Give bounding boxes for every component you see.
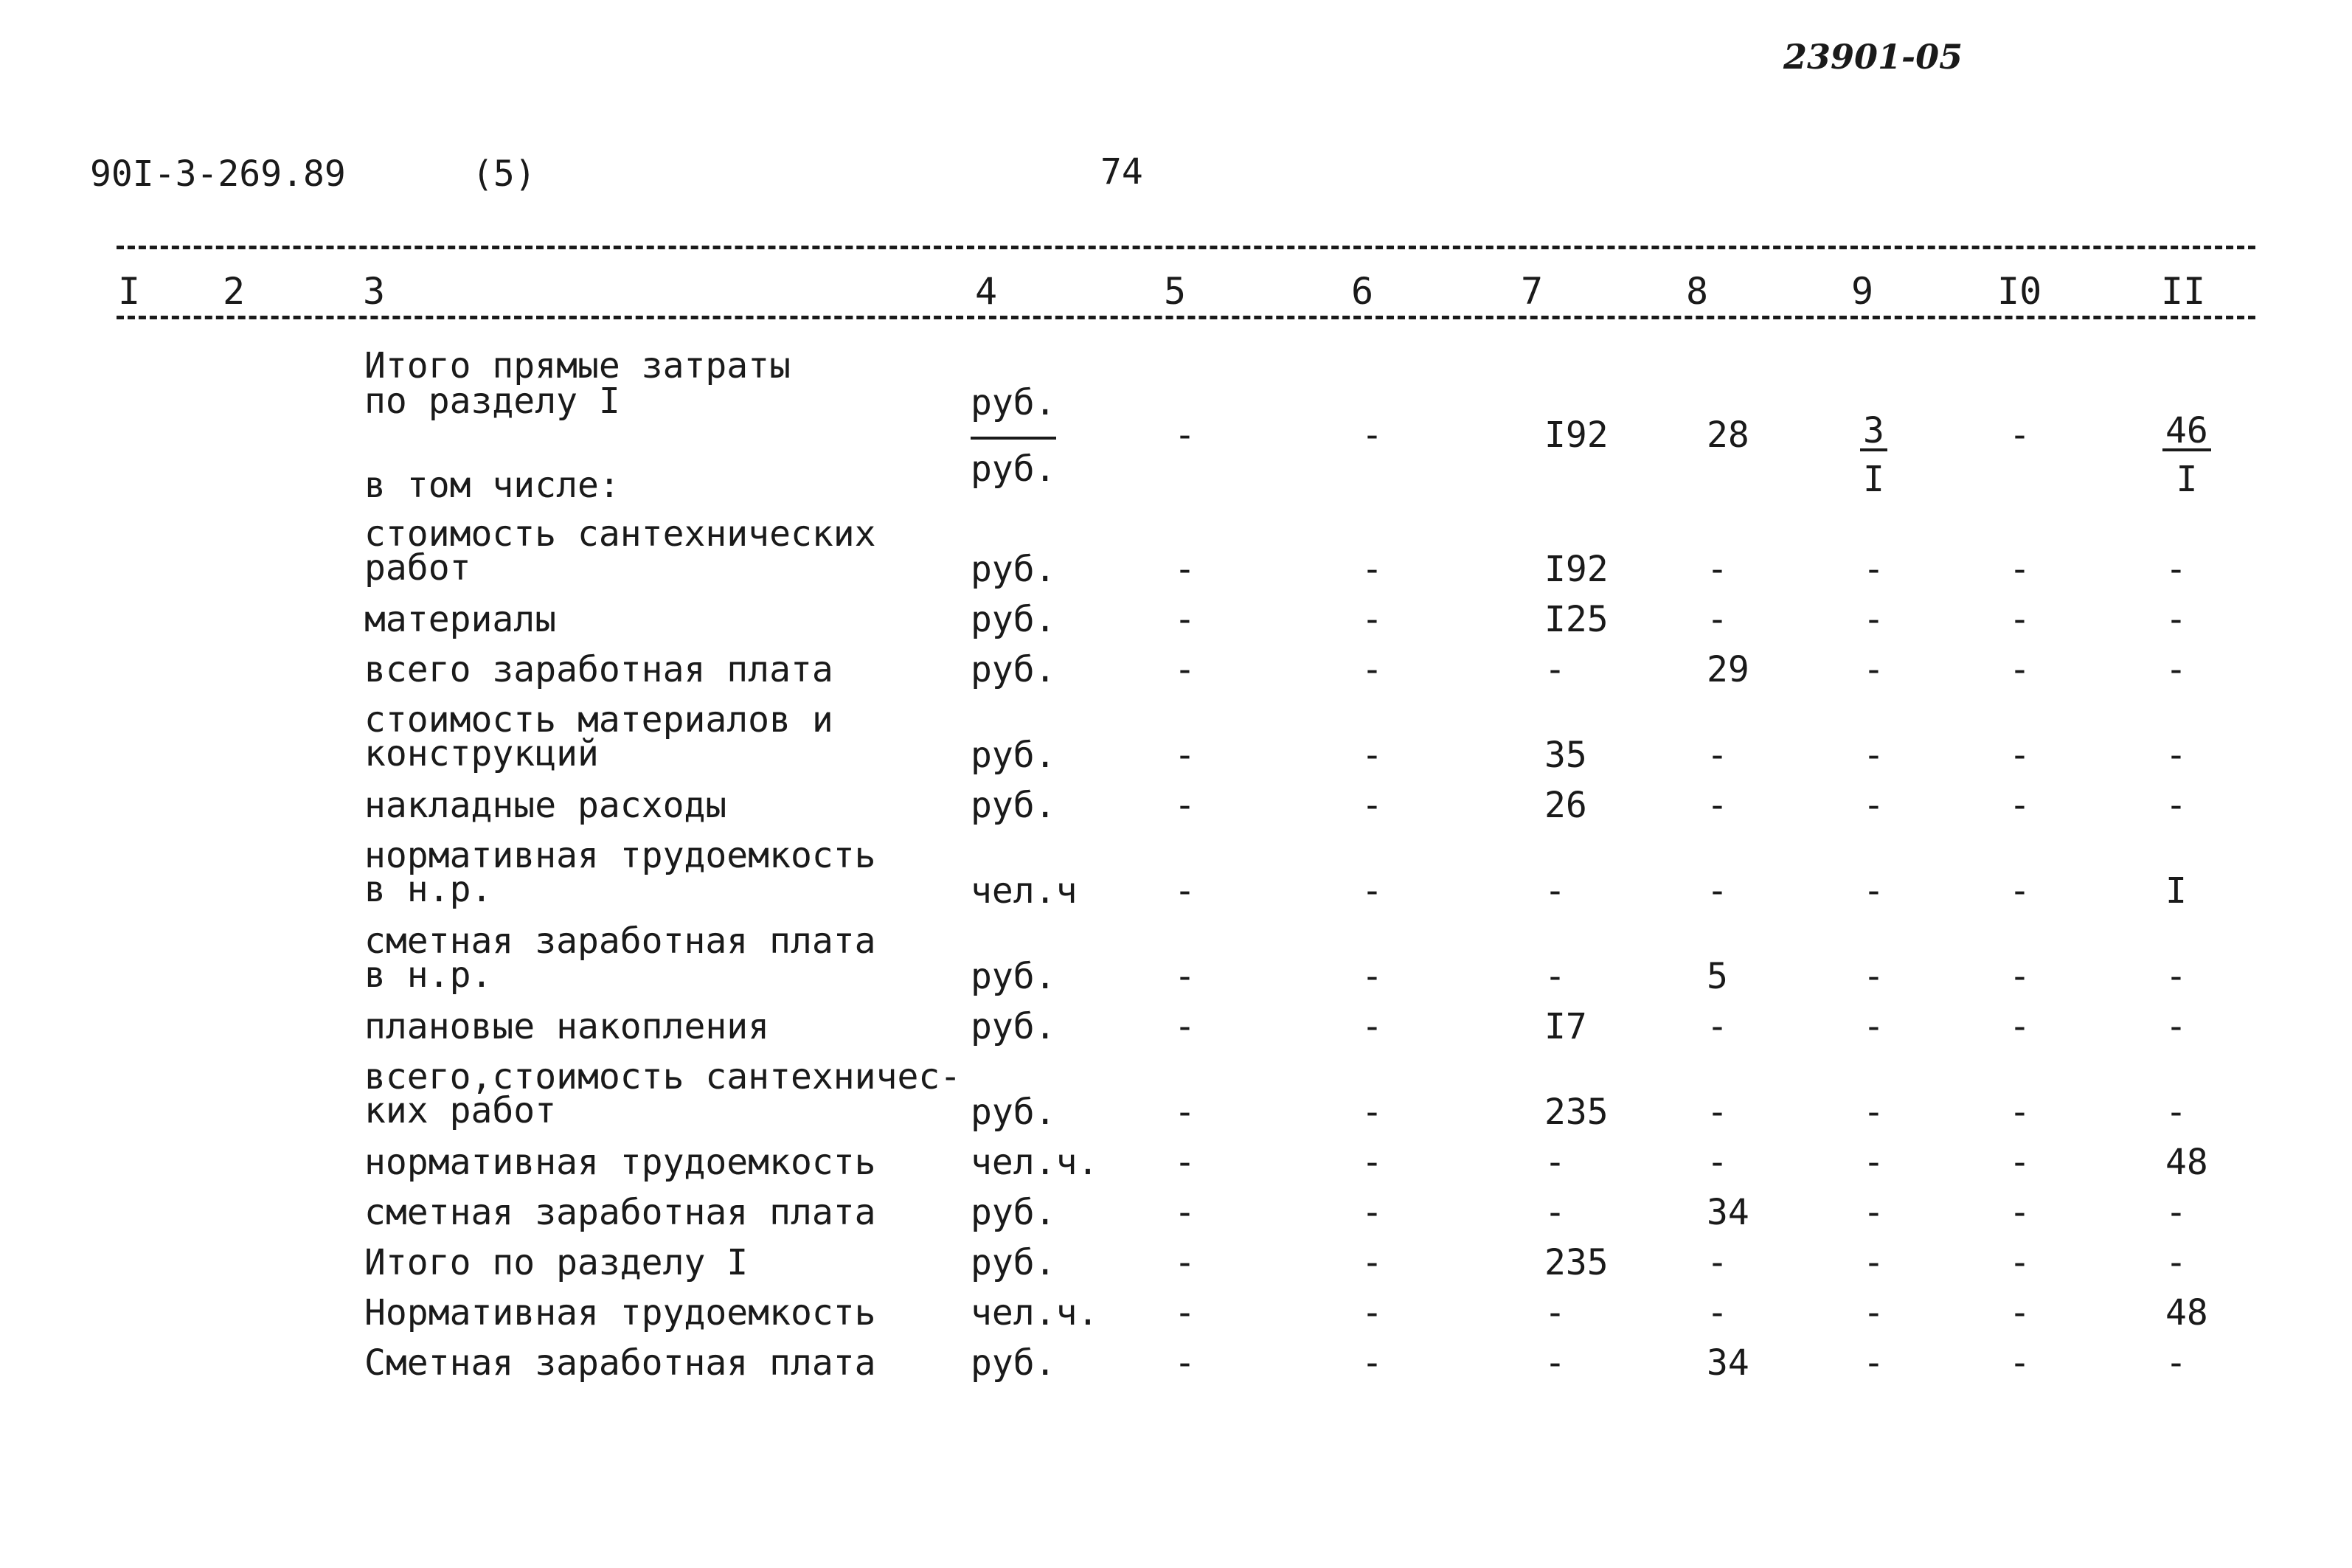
value-cell-c10: - [2009,956,2030,997]
value-cell-c9: - [1863,1292,1884,1333]
value-cell-c7: I25 [1544,599,1609,640]
value-cell-c9: - [1863,735,1884,776]
row-description: всего заработная плата [364,649,833,690]
unit-cell: руб. [971,549,1056,590]
row-description: нормативная трудоемкость [364,1142,876,1183]
value-cell-c5: - [1174,1242,1196,1283]
row-description: по разделу I [364,381,620,422]
row-description: Итого прямые затраты [364,345,791,386]
value-cell-c11: - [2165,1092,2187,1133]
unit-cell: руб. [971,385,1056,440]
fraction-cell-c11 [2162,410,2211,500]
value-cell-c8: 28 [1707,414,1749,456]
value-cell-c8: - [1707,1142,1728,1183]
value-cell-c6: - [1361,649,1383,690]
value-cell-c11: 48 [2165,1142,2208,1183]
value-cell-c6: - [1361,1292,1383,1333]
value-cell-c8: - [1707,1242,1728,1283]
top-dashed-rule [117,246,2255,249]
row-description: Нормативная трудоемкость [364,1292,876,1333]
value-cell-c8: 5 [1707,956,1728,997]
unit-cell: чел.ч. [971,1142,1099,1183]
value-cell-c7: 235 [1544,1242,1609,1283]
value-cell-c7: I7 [1544,1006,1587,1047]
value-cell-c10: - [2009,1006,2030,1047]
value-cell-c9: - [1863,549,1884,590]
unit-cell: чел.ч. [971,1292,1099,1333]
row-description: Итого по разделу I [364,1242,749,1283]
value-cell-c5: - [1174,1092,1196,1133]
value-cell-c8: - [1707,870,1728,912]
value-cell-c8: - [1707,599,1728,640]
row-description: накладные расходы [364,785,727,826]
value-cell-c9: - [1863,649,1884,690]
value-cell-c5: - [1174,785,1196,826]
value-cell-c11: - [2165,599,2187,640]
value-cell-c7: 235 [1544,1092,1609,1133]
value-cell-c9: - [1863,785,1884,826]
value-cell-c10: - [2009,785,2030,826]
unit-cell: руб. [971,785,1056,826]
value-cell-c6: - [1361,1006,1383,1047]
value-cell-c9: - [1863,1342,1884,1384]
value-cell-c10: - [2009,599,2030,640]
row-description: всего,стоимость сантехничес- [364,1056,962,1097]
value-cell-c5: - [1174,1292,1196,1333]
value-cell-c7: - [1544,1342,1566,1384]
value-cell-c11: - [2165,735,2187,776]
column-number: II [2161,270,2206,313]
column-number: 8 [1686,270,1709,313]
unit-cell: чел.ч [971,870,1078,912]
value-cell-c6: - [1361,414,1383,456]
value-cell-c5: - [1174,956,1196,997]
page-number: 74 [1100,151,1143,192]
fraction-numerator: 3 [1860,413,1887,451]
value-cell-c11: - [2165,1192,2187,1233]
value-cell-c6: - [1361,1142,1383,1183]
column-number: 3 [363,270,386,313]
value-cell-c7: I92 [1544,549,1609,590]
value-cell-c8: 34 [1707,1342,1749,1384]
value-cell-c7: - [1544,870,1566,912]
value-cell-c5: - [1174,735,1196,776]
row-description: плановые накопления [364,1006,770,1047]
value-cell-c9: - [1863,1142,1884,1183]
value-cell-c7: 35 [1544,735,1587,776]
unit-cell: руб. [971,1242,1056,1283]
column-number: I [118,270,141,313]
value-cell-c11: - [2165,1006,2187,1047]
fraction-denominator: I [2176,459,2198,500]
value-cell-c10: - [2009,1192,2030,1233]
document-code: 90I-3-269.89 [90,153,346,195]
row-description: Сметная заработная плата [364,1342,876,1384]
value-cell-c5: - [1174,870,1196,912]
value-cell-c8: - [1707,1006,1728,1047]
value-cell-c11: - [2165,785,2187,826]
value-cell-c10: - [2009,870,2030,912]
row-description: сметная заработная плата [364,1192,876,1233]
unit-cell: руб. [971,1342,1056,1384]
row-description: сметная заработная плата [364,920,876,962]
value-cell-c10: - [2009,414,2030,456]
row-description: в н.р. [364,954,493,996]
value-cell-c8: 29 [1707,649,1749,690]
column-number: 6 [1351,270,1374,313]
unit-cell: руб. [971,956,1056,997]
column-number: 4 [975,270,998,313]
value-cell-c5: - [1174,1342,1196,1384]
unit-cell: руб. [971,1192,1056,1233]
value-cell-c6: - [1361,1192,1383,1233]
value-cell-c11: - [2165,549,2187,590]
value-cell-c10: - [2009,1292,2030,1333]
value-cell-c10: - [2009,549,2030,590]
value-cell-c10: - [2009,649,2030,690]
value-cell-c5: - [1174,649,1196,690]
value-cell-c9: - [1863,956,1884,997]
unit-cell: руб. [971,599,1056,640]
value-cell-c11: 48 [2165,1292,2208,1333]
column-number: 7 [1521,270,1544,313]
row-description: стоимость материалов и [364,699,833,740]
value-cell-c10: - [2009,1342,2030,1384]
unit-cell: руб. [971,735,1056,776]
unit-cell: руб. [971,448,1056,490]
value-cell-c9: - [1863,1192,1884,1233]
part-number: (5) [472,153,536,195]
value-cell-c10: - [2009,1092,2030,1133]
value-cell-c7: - [1544,956,1566,997]
value-cell-c11: I [2165,870,2187,912]
fraction-numerator: 46 [2162,413,2211,451]
value-cell-c8: - [1707,1292,1728,1333]
unit-cell: руб. [971,1092,1056,1133]
value-cell-c11: - [2165,956,2187,997]
value-cell-c9: - [1863,1092,1884,1133]
value-cell-c10: - [2009,1142,2030,1183]
value-cell-c8: - [1707,735,1728,776]
value-cell-c7: - [1544,1192,1566,1233]
value-cell-c6: - [1361,1242,1383,1283]
column-number: 5 [1164,270,1187,313]
value-cell-c9: - [1863,1242,1884,1283]
value-cell-c6: - [1361,956,1383,997]
value-cell-c11: - [2165,649,2187,690]
value-cell-c6: - [1361,785,1383,826]
value-cell-c10: - [2009,735,2030,776]
value-cell-c7: I92 [1544,414,1609,456]
value-cell-c9: - [1863,870,1884,912]
value-cell-c5: - [1174,549,1196,590]
value-cell-c7: - [1544,1292,1566,1333]
column-number: 2 [223,270,246,313]
value-cell-c5: - [1174,599,1196,640]
row-description: ких работ [364,1090,557,1131]
value-cell-c6: - [1361,735,1383,776]
row-description: стоимость сантехнических [364,513,876,555]
value-cell-c9: - [1863,1006,1884,1047]
value-cell-c10: - [2009,1242,2030,1283]
value-cell-c6: - [1361,549,1383,590]
value-cell-c9: - [1863,599,1884,640]
column-header-dashed-rule [117,316,2255,319]
value-cell-c8: 34 [1707,1192,1749,1233]
row-description: материалы [364,599,557,640]
value-cell-c7: - [1544,1142,1566,1183]
value-cell-c6: - [1361,1342,1383,1384]
value-cell-c5: - [1174,1192,1196,1233]
value-cell-c8: - [1707,785,1728,826]
row-description: нормативная трудоемкость [364,835,876,876]
value-cell-c8: - [1707,549,1728,590]
handwritten-code: 23901-05 [1783,37,1963,77]
fraction-denominator: I [1863,459,1884,500]
value-cell-c11: - [2165,1342,2187,1384]
value-cell-c5: - [1174,414,1196,456]
value-cell-c8: - [1707,1092,1728,1133]
column-number: I0 [1997,270,2042,313]
fraction-cell-c9 [1860,410,1887,500]
value-cell-c6: - [1361,870,1383,912]
unit-cell: руб. [971,1006,1056,1047]
value-cell-c5: - [1174,1006,1196,1047]
value-cell-c7: 26 [1544,785,1587,826]
row-description: работ [364,547,471,589]
value-cell-c11: - [2165,1242,2187,1283]
row-description: в н.р. [364,869,493,910]
value-cell-c6: - [1361,599,1383,640]
value-cell-c5: - [1174,1142,1196,1183]
value-cell-c6: - [1361,1092,1383,1133]
unit-cell: руб. [971,649,1056,690]
sub-label: в том числе: [364,465,620,506]
value-cell-c7: - [1544,649,1566,690]
column-number: 9 [1851,270,1874,313]
row-description: конструкций [364,733,599,774]
